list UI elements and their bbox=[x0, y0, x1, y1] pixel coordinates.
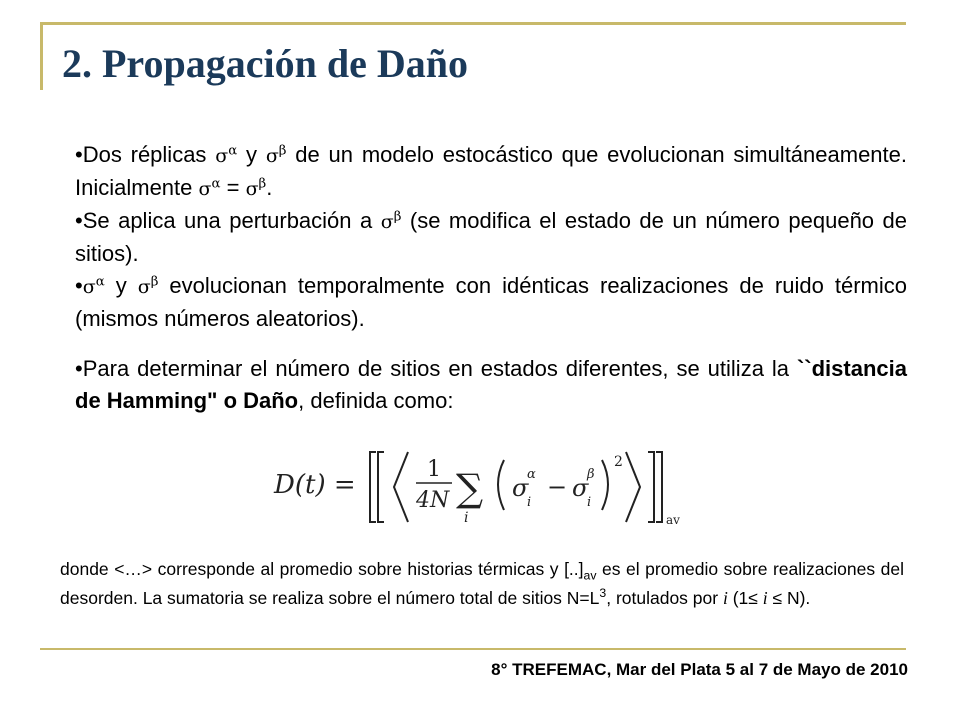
angle-bracket-right bbox=[626, 452, 640, 522]
svg-text:−: − bbox=[547, 473, 568, 501]
fraction-numerator: 1 bbox=[427, 457, 441, 482]
formula-note: donde <…> corresponde al promedio sobre historias térmicas y $[..]_{av}$ es el promedio sobre realizaciones del desorden. La sumatoria se realiza sobre el número total de sitios $N=L^3$, rotulados por i (1≤ i ≤ N). bbox=[60, 558, 905, 608]
bullet-4: •Para determinar el número de sitios en estados diferentes, se utiliza la ``distancia de Hamming" o Daño, definida como: bbox=[75, 356, 907, 413]
svg-text:i: i bbox=[527, 495, 532, 510]
bullet-3: $•\sigma^\alpha$ y $\sigma^\beta$ evolucionan temporalmente con idénticas realizaciones de ruido térmico (mismos números aleatorios). bbox=[75, 273, 907, 331]
summation-symbol: ∑ bbox=[456, 466, 484, 510]
bullet-1: •Dos réplicas $\sigma^\alpha$ y $\sigma^\beta$ de un modelo estocástico que evolucionan simultáneamente. Inicialmente $\sigma^\alpha = \sigma^\beta$. bbox=[75, 142, 907, 200]
formula-lhs: D(t) = bbox=[274, 470, 356, 500]
paren-right bbox=[602, 460, 608, 510]
accent-bottom-line bbox=[40, 648, 906, 650]
sigma-alpha: $\sigma^\alpha$ bbox=[215, 143, 238, 167]
formula-av-subscript: av bbox=[666, 513, 680, 527]
svg-text:α: α bbox=[527, 467, 536, 482]
double-bracket-right bbox=[648, 452, 662, 522]
paren-left bbox=[498, 460, 504, 510]
fraction-denominator: 4N bbox=[416, 488, 450, 513]
svg-text:σ: σ bbox=[512, 474, 529, 502]
accent-vertical-line bbox=[40, 22, 43, 90]
slide-footer: 8° TREFEMAC, Mar del Plata 5 al 7 de Mayo de 2010 bbox=[491, 660, 908, 679]
slide-title: 2. Propagación de Daño bbox=[62, 41, 468, 86]
summation-index: i bbox=[464, 510, 469, 526]
svg-text:i: i bbox=[587, 495, 592, 510]
svg-text:σ: σ bbox=[572, 474, 589, 502]
double-bracket-left bbox=[370, 452, 384, 522]
sigma-beta: $\sigma^\beta$ bbox=[265, 143, 287, 167]
accent-top-line bbox=[40, 22, 906, 25]
svg-text:β: β bbox=[587, 467, 595, 482]
bullet-2: •Se aplica una perturbación a $\sigma^\beta$ (se modifica el estado de un número pequeño de sitios). bbox=[75, 208, 907, 266]
angle-bracket-left bbox=[394, 452, 408, 522]
exponent-two: 2 bbox=[614, 454, 623, 470]
slide-body bbox=[75, 139, 907, 417]
hamming-distance-formula bbox=[268, 446, 698, 530]
